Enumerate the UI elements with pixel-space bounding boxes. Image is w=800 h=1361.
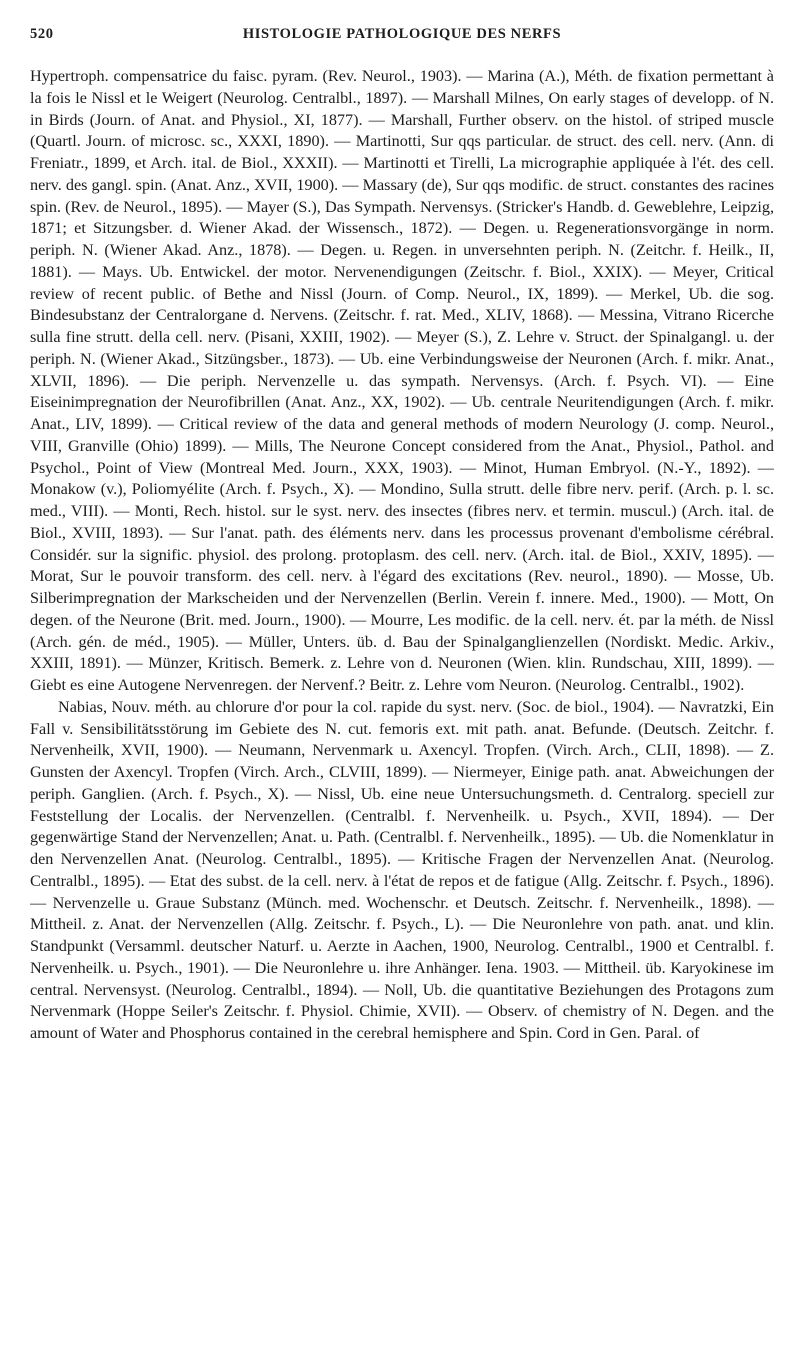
document-page <box>30 22 774 1347</box>
bibliography-paragraph-m: Hypertroph. compensatrice du faisc. pyram. (Rev. Neurol., 1903). — Marina (A.), Méth. de fixation permettant à la fois le Nissl et le Weigert (Neurolog. Centralbl., 1897). — Marshall Milnes, On early stages of developp. of N. in Birds (Journ. of Anat. and Physiol., XI, 1877). — Marshall, Further observ. on the histol. of striped muscle (Quartl. Journ. of microsc. sc., XXXI, 1890). — Martinotti, Sur qqs particular. de struct. des cell. nerv. (Ann. di Freniatr., 1899, et Arch. ital. de Biol., XXXII). — Martinotti et Tirelli, La micrographie appliquée à l'ét. des cell. nerv. des gangl. spin. (Anat. Anz., XVII, 1900). — Massary (de), Sur qqs modific. de struct. constantes des racines spin. (Rev. de Neurol., 1895). — Mayer (S.), Das Sympath. Nervensys. (Stricker's Handb. d. Geweblehre, Leipzig, 1871; et Sitzungsber. d. Wiener Akad. der Wissensch., 1872). — Degen. u. Regenerationsvorgänge in norm. periph. N. (Wiener Akad. Anz., 1878). — Degen. u. Regen. in unversehnten periph. N. (Zeitchr. f. Heilk., II, 1881). — Mays. Ub. Entwickel. der motor. Nervenendigungen (Zeitschr. f. Biol., XXIX). — Meyer, Critical review of recent public. of Bethe and Nissl (Journ. of Comp. Neurol., IX, 1899). — Merkel, Ub. die sog. Bindesubstanz der Centralorgane d. Nervens. (Zeitschr. f. rat. Med., XLIV, 1868). — Messina, Vitrano Ricerche sulla fine strutt. della cell. nerv. (Pisani, XXIII, 1902). — Meyer (S.), Z. Lehre v. Struct. der Spinalgangl. u. der periph. N. (Wiener Akad., Sitzüngsber., 1873). — Ub. eine Verbindungsweise der Neuronen (Arch. f. mikr. Anat., XLVII, 1896). — Die periph. Nervenzelle u. das sympath. Nervensys. (Arch. f. Psych. VI). — Eine Eiseinimpregnation der Neurofibrillen (Anat. Anz., XX, 1902). — Ub. centrale Neuritendigungen (Arch. f. mikr. Anat., LIV, 1899). — Critical review of the data and general methods of modern Neurology (J. comp. Neurol., VIII, Granville (Ohio) 1899). — Mills, The Neurone Concept considered from the Anat., Physiol., Pathol. and Psychol., Point of View (Montreal Med. Journ., XXX, 1903). — Minot, Human Embryol. (N.-Y., 1892). — Monakow (v.), Poliomyélite (Arch. f. Psych., X). — Mondino, Sulla strutt. delle fibre nerv. perif. (Arch. p. l. sc. med., VIII). — Monti, Rech. histol. sur le syst. nerv. des insectes (fibres nerv. et termin. muscul.) (Arch. ital. de Biol., XVIII, 1893). — Sur l'anat. path. des éléments nerv. dans les processus provenant d'embolisme cérébral. Considér. sur la signific. physiol. des prolong. protoplasm. des cell. nerv. (Arch. ital. de Biol., XXIV, 1895). — Morat, Sur le pouvoir transform. des cell. nerv. à l'égard des excitations (Rev. neurol., 1890). — Mosse, Ub. Silberimpregnation der Markscheiden und der Nervenzellen (Berlin. Verein f. innere. Med., 1900). — Mott, On degen. of the Neurone (Brit. med. Journ., 1900). — Mourre, Les modific. de la cell. nerv. ét. par la méth. de Nissl (Arch. gén. de méd., 1905). — Müller, Unters. üb. d. Bau der Spinalganglienzellen (Nordiskt. Medic. Arkiv., XXIII, 1891). — Münzer, Kritisch. Bemerk. z. Lehre von d. Neuronen (Wien. klin. Rundschau, XIII, 1899). — Giebt es eine Autogene Nervenregen. der Nervenf.? Beitr. z. Lehre vom Neuron. (Neurolog. Centralbl., 1902). <box>30 67 774 694</box>
page-number: 520 <box>30 26 54 42</box>
bibliography-text <box>30 66 774 1045</box>
running-title: HISTOLOGIE PATHOLOGIQUE DES NERFS <box>242 26 562 42</box>
bibliography-paragraph-n: Nabias, Nouv. méth. au chlorure d'or pour la col. rapide du syst. nerv. (Soc. de biol., 1904). — Navratzki, Ein Fall v. Sensibilitätsstörung im Gebiete des N. cut. femoris ext. mit path. anat. Befunde. (Deutsch. Zeitchr. f. Nervenheilk, XVII, 1900). — Neumann, Nervenmark u. Axencyl. Tropfen. (Virch. Arch., CLII, 1898). — Z. Gunsten der Axencyl. Tropfen (Virch. Arch., CLVIII, 1899). — Niermeyer, Einige path. anat. Abweichungen der periph. Ganglien. (Arch. f. Psych., X). — Nissl, Ub. eine neue Untersuchungsmeth. d. Centralorg. speciell zur Feststellung der Localis. der Nervenzellen. (Centralbl. f. Nervenheilk. u. Psych., XVII, 1894). — Der gegenwärtige Stand der Nervenzellen; Anat. u. Path. (Centralbl. f. Nervenheilk., 1895). — Ub. die Nomenklatur in den Nervenzellen Anat. (Neurolog. Centralbl., 1895). — Kritische Fragen der Nervenzellen Anat. (Neurolog. Centralbl., 1895). — Etat des subst. de la cell. nerv. à l'état de repos et de fatigue (Allg. Zeitschr. f. Psych., 1896). — Nervenzelle u. Graue Substanz (Münch. med. Wochenschr. et Deutsch. Zeitschr. f. Nervenheilk., 1898). — Mittheil. z. Anat. der Nervenzellen (Allg. Zeitschr. f. Psych., L). — Die Neuronlehre von path. anat. und klin. Standpunkt (Versamml. deutscher Naturf. u. Aerzte in Aachen, 1900, Neurolog. Centralbl., 1900 et Centralbl. f. Nervenheilk. u. Psych., 1901). — Die Neuronlehre u. ihre Anhänger. Iena. 1903. — Mittheil. üb. Karyokinese im central. Nervensyst. (Neurolog. Centralbl., 1894). — Noll, Ub. die quantitative Beziehungen des Protagons zum Nervenmark (Hoppe Seiler's Zeitschr. f. Physiol. Chimie, XVII). — Observ. of chemistry of N. Degen. and the amount of Water and Phosphorus contained in the cerebral hemisphere and Spin. Cord in Gen. Paral. of <box>30 697 774 1042</box>
running-header <box>30 22 774 52</box>
